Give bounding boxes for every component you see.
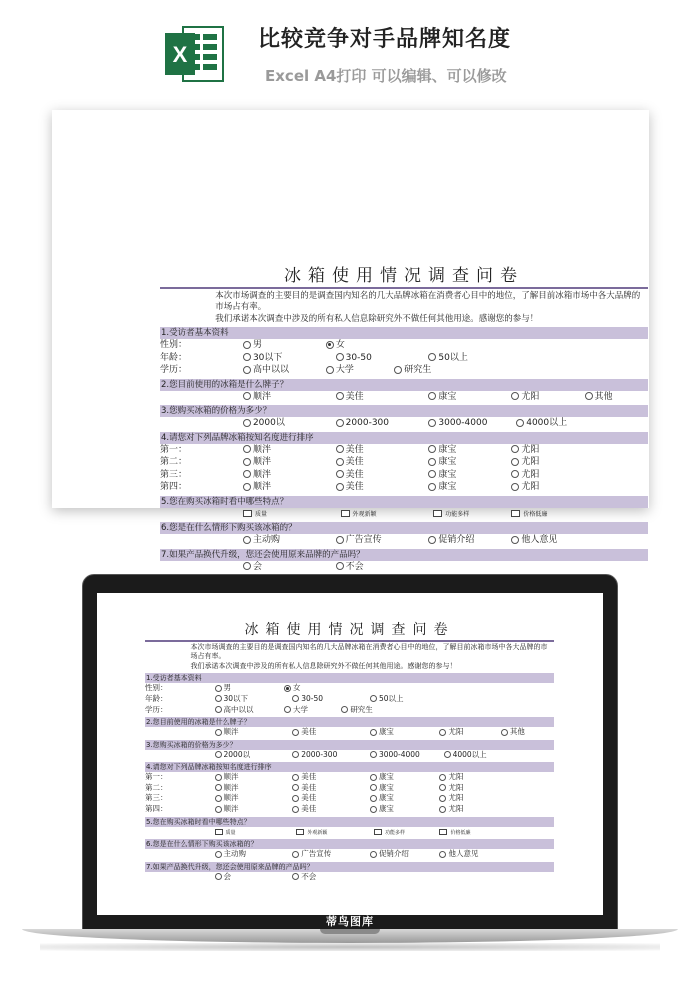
- radio-circle[interactable]: [370, 774, 377, 781]
- brand-label: 顺泮: [252, 469, 271, 480]
- brand-label: 顺泮: [223, 772, 239, 782]
- radio-female[interactable]: 女: [284, 683, 301, 694]
- brand-label: 美佳: [301, 782, 317, 792]
- intro-purpose: 本次市场调查的主要目的是调查国内知名的几大品牌冰箱在消费者心目中的地位，了解目前冰箱市场中各大品牌的市场占有率。: [215, 291, 641, 313]
- radio-circle[interactable]: [439, 806, 446, 813]
- gender-row: [145, 683, 554, 694]
- section-q2: 2.您目前使用的冰箱是什么牌子？: [160, 379, 648, 391]
- radio-rebuy-yes[interactable]: 会: [243, 561, 262, 574]
- radio-edu-3[interactable]: 研究生: [394, 364, 431, 377]
- brand-label: 康宝: [438, 469, 457, 480]
- radio-rank-brand[interactable]: [336, 456, 364, 469]
- radio-brand-2[interactable]: 美佳: [336, 391, 364, 404]
- edu-row: [160, 364, 648, 377]
- radio-rank-brand[interactable]: [215, 804, 239, 815]
- radio-circle[interactable]: [243, 470, 251, 478]
- radio-brand-2[interactable]: 美佳: [292, 727, 316, 738]
- radio-rank-brand[interactable]: [370, 783, 394, 794]
- radio-rank-brand[interactable]: [292, 793, 316, 804]
- page-header: [0, 0, 700, 100]
- rank-row: [145, 793, 554, 804]
- brand-label: 康宝: [378, 772, 394, 782]
- intro-privacy: 我们承诺本次调查中涉及的所有私人信息除研究外不做任何其他用途。感谢您的参与！: [190, 661, 457, 670]
- brand-label: 尤阳: [521, 457, 540, 468]
- radio-rank-brand[interactable]: [439, 804, 463, 815]
- document-preview-card: [52, 110, 649, 572]
- checkbox-feature-2[interactable]: 外观新颖: [296, 827, 327, 839]
- brand-label: 顺泮: [223, 804, 239, 814]
- radio-price-1[interactable]: 2000以: [243, 417, 285, 430]
- radio-rank-brand[interactable]: [511, 444, 539, 457]
- q3-options: [145, 750, 554, 761]
- radio-rebuy-no[interactable]: 不会: [336, 561, 364, 574]
- radio-circle[interactable]: [215, 784, 222, 791]
- radio-circle[interactable]: [292, 795, 299, 802]
- edu-label: 学历：: [160, 365, 188, 376]
- age-row: [160, 352, 648, 365]
- excel-icon: [163, 23, 225, 85]
- radio-circle[interactable]: [439, 774, 446, 781]
- form-intro: [145, 643, 554, 671]
- edu-row: [145, 705, 554, 716]
- radio-circle[interactable]: [370, 795, 377, 802]
- radio-brand-1[interactable]: 顺泮: [215, 727, 239, 738]
- brand-label: 美佳: [345, 444, 364, 455]
- rank-row: [160, 444, 648, 457]
- radio-circle[interactable]: [243, 445, 251, 453]
- radio-rank-brand[interactable]: [511, 481, 539, 494]
- laptop-screen: [97, 593, 603, 915]
- radio-rank-brand[interactable]: [292, 772, 316, 783]
- checkbox-feature-3[interactable]: 功能多样: [374, 827, 405, 839]
- rank-rows: [145, 772, 554, 814]
- radio-circle-selected[interactable]: [284, 685, 291, 692]
- radio-rank-brand[interactable]: [336, 469, 364, 482]
- radio-edu-2[interactable]: 大学: [284, 705, 308, 716]
- gender-label: 性别：: [160, 340, 188, 351]
- q7-options: [145, 872, 554, 883]
- brand-label: 美佳: [301, 804, 317, 814]
- rank-row: [145, 772, 554, 783]
- brand-label: 尤阳: [521, 444, 540, 455]
- brand-label: 尤阳: [448, 782, 464, 792]
- checkbox-feature-4[interactable]: 价格低廉: [511, 508, 547, 522]
- radio-rebuy-no[interactable]: 不会: [292, 872, 316, 883]
- radio-price-2[interactable]: 2000-300: [292, 750, 337, 761]
- radio-rank-brand[interactable]: [370, 793, 394, 804]
- radio-rank-brand[interactable]: [428, 444, 456, 457]
- brand-label: 尤阳: [448, 793, 464, 803]
- brand-label: 康宝: [378, 793, 394, 803]
- radio-age-2[interactable]: 30-50: [292, 694, 323, 705]
- radio-rank-brand[interactable]: [336, 481, 364, 494]
- radio-circle[interactable]: [439, 784, 446, 791]
- section-q1: 1.受访者基本资料: [160, 327, 648, 339]
- radio-edu-3[interactable]: 研究生: [341, 705, 373, 716]
- radio-rank-brand[interactable]: [370, 804, 394, 815]
- edu-label: 学历：: [145, 704, 168, 714]
- q5-options: [145, 827, 554, 838]
- radio-female[interactable]: 女: [326, 339, 345, 352]
- brand-label: 美佳: [345, 469, 364, 480]
- watermark-text: 蒂鸟图库: [326, 915, 374, 928]
- radio-reason-4[interactable]: 他人意见: [511, 534, 557, 547]
- age-row: [145, 694, 554, 705]
- radio-circle[interactable]: [370, 784, 377, 791]
- rank-row: [160, 456, 648, 469]
- section-q2: 2.您目前使用的冰箱是什么牌子？: [145, 717, 554, 727]
- radio-circle[interactable]: [370, 806, 377, 813]
- radio-circle[interactable]: [336, 445, 344, 453]
- title-rule: [160, 287, 648, 289]
- excel-logo-letter: X: [172, 42, 188, 67]
- survey-form-laptop: [145, 620, 554, 882]
- rank-label: 第四：: [160, 482, 188, 493]
- radio-reason-3[interactable]: 促销介绍: [370, 849, 409, 860]
- section-q5: 5.您在购买冰箱时看中哪些特点？: [145, 817, 554, 827]
- radio-rank-brand[interactable]: [243, 481, 271, 494]
- radio-circle[interactable]: [292, 784, 299, 791]
- brand-label: 顺泮: [223, 782, 239, 792]
- checkbox-feature-2[interactable]: 外观新颖: [341, 508, 377, 522]
- radio-circle[interactable]: [215, 795, 222, 802]
- radio-male[interactable]: 男: [215, 683, 232, 694]
- radio-circle[interactable]: [428, 445, 436, 453]
- laptop-shadow: [40, 943, 660, 951]
- radio-circle[interactable]: [292, 774, 299, 781]
- radio-rank-brand[interactable]: [215, 772, 239, 783]
- checkbox-feature-3[interactable]: 功能多样: [433, 508, 469, 522]
- section-q4: 4.请您对下列品牌冰箱按知名度进行排序: [145, 762, 554, 772]
- q7-options: [160, 561, 648, 574]
- brand-label: 美佳: [345, 457, 364, 468]
- page-subtitle: Excel A4打印 可以编辑、可以修改: [265, 67, 507, 85]
- radio-age-2[interactable]: 30-50: [336, 352, 372, 365]
- radio-brand-3[interactable]: 康宝: [370, 727, 394, 738]
- radio-rank-brand[interactable]: [292, 804, 316, 815]
- radio-edu-1[interactable]: 高中以以: [243, 364, 289, 377]
- radio-circle[interactable]: [215, 806, 222, 813]
- form-title: 冰箱使用情况调查问卷: [244, 622, 455, 638]
- radio-circle[interactable]: [336, 483, 344, 491]
- q5-options: [160, 508, 648, 521]
- radio-price-4[interactable]: 4000以上: [444, 750, 487, 761]
- radio-price-4[interactable]: 4000以上: [516, 417, 567, 430]
- radio-circle[interactable]: [292, 806, 299, 813]
- brand-label: 美佳: [301, 772, 317, 782]
- radio-brand-1[interactable]: 顺泮: [243, 391, 271, 404]
- radio-circle[interactable]: [511, 483, 519, 491]
- brand-label: 美佳: [301, 793, 317, 803]
- brand-label: 康宝: [438, 457, 457, 468]
- rank-label: 第三：: [160, 469, 188, 480]
- checkbox-feature-1[interactable]: 质量: [243, 508, 267, 522]
- radio-circle[interactable]: [428, 483, 436, 491]
- brand-label: 尤阳: [521, 482, 540, 493]
- survey-form: [160, 265, 648, 573]
- section-q1: 1.受访者基本资料: [145, 673, 554, 683]
- form-intro: [160, 291, 648, 325]
- section-q3: 3.您购买冰箱的价格为多少？: [145, 740, 554, 750]
- radio-rebuy-yes[interactable]: 会: [215, 872, 232, 883]
- radio-circle[interactable]: [336, 458, 344, 466]
- rank-label: 第一：: [145, 772, 168, 782]
- radio-circle[interactable]: [428, 458, 436, 466]
- rank-row: [160, 481, 648, 494]
- brand-label: 康宝: [378, 804, 394, 814]
- radio-reason-4[interactable]: 他人意见: [439, 849, 478, 860]
- q3-options: [160, 417, 648, 430]
- radio-brand-5[interactable]: 其他: [585, 391, 613, 404]
- brand-label: 顺泮: [223, 793, 239, 803]
- section-q4: 4.请您对下列品牌冰箱按知名度进行排序: [160, 432, 648, 444]
- radio-rank-brand[interactable]: [439, 793, 463, 804]
- radio-price-2[interactable]: 2000-300: [336, 417, 389, 430]
- radio-age-1[interactable]: 30以下: [215, 694, 249, 705]
- checkbox-feature-1[interactable]: 质量: [215, 827, 236, 839]
- radio-edu-1[interactable]: 高中以以: [215, 705, 254, 716]
- radio-circle-selected[interactable]: [326, 341, 334, 349]
- radio-rank-brand[interactable]: [511, 456, 539, 469]
- rank-row: [145, 783, 554, 794]
- radio-rank-brand[interactable]: [428, 456, 456, 469]
- radio-rank-brand[interactable]: [439, 783, 463, 794]
- radio-rank-brand[interactable]: [215, 783, 239, 794]
- rank-row: [160, 469, 648, 482]
- age-label: 年龄：: [160, 352, 188, 363]
- radio-reason-2[interactable]: 广告宣传: [292, 849, 331, 860]
- radio-rank-brand[interactable]: [336, 444, 364, 457]
- section-q6: 6.您是在什么情形下购买该冰箱的？: [145, 839, 554, 849]
- brand-label: 美佳: [345, 482, 364, 493]
- radio-male[interactable]: 男: [243, 339, 262, 352]
- section-q7: 7.如果产品换代升级，您还会使用原来品牌的产品吗？: [145, 862, 554, 872]
- radio-brand-4[interactable]: 尤阳: [439, 727, 463, 738]
- intro-purpose: 本次市场调查的主要目的是调查国内知名的几大品牌冰箱在消费者心目中的地位，了解目前冰箱市场中各大品牌的市场占有率。: [190, 643, 548, 661]
- radio-rank-brand[interactable]: [511, 469, 539, 482]
- q6-options: [145, 849, 554, 860]
- brand-label: 尤阳: [521, 469, 540, 480]
- brand-label: 尤阳: [448, 804, 464, 814]
- radio-circle[interactable]: [439, 795, 446, 802]
- radio-age-3[interactable]: 50以上: [370, 694, 404, 705]
- gender-row: [160, 339, 648, 352]
- brand-label: 顺泮: [252, 482, 271, 493]
- radio-age-3[interactable]: 50以上: [428, 352, 467, 365]
- radio-circle[interactable]: [336, 470, 344, 478]
- section-q7: 7.如果产品换代升级，您还会使用原来品牌的产品吗？: [160, 549, 648, 561]
- rank-label: 第三：: [145, 793, 168, 803]
- rank-row: [145, 804, 554, 815]
- radio-rank-brand[interactable]: [243, 456, 271, 469]
- brand-label: 康宝: [438, 482, 457, 493]
- radio-rank-brand[interactable]: [243, 444, 271, 457]
- radio-rank-brand[interactable]: [215, 793, 239, 804]
- radio-rank-brand[interactable]: [439, 772, 463, 783]
- q2-options: [160, 391, 648, 404]
- checkbox-feature-4[interactable]: 价格低廉: [439, 827, 470, 839]
- radio-circle[interactable]: [428, 470, 436, 478]
- gender-label: 性别：: [145, 683, 168, 693]
- radio-circle[interactable]: [243, 341, 251, 349]
- brand-label: 尤阳: [448, 772, 464, 782]
- page-title: 比较竞争对手品牌知名度: [258, 27, 512, 52]
- age-label: 年龄：: [145, 693, 168, 703]
- radio-circle[interactable]: [511, 470, 519, 478]
- section-q5: 5.您在购买冰箱时看中哪些特点？: [160, 496, 648, 508]
- radio-brand-5[interactable]: 其他: [501, 727, 525, 738]
- radio-circle[interactable]: [243, 483, 251, 491]
- radio-price-3[interactable]: 3000-4000: [428, 417, 487, 430]
- brand-label: 顺泮: [252, 444, 271, 455]
- brand-label: 康宝: [438, 444, 457, 455]
- radio-age-1[interactable]: 30以下: [243, 352, 282, 365]
- radio-edu-2[interactable]: 大学: [326, 364, 354, 377]
- rank-label: 第二：: [145, 782, 168, 792]
- title-rule: [145, 640, 554, 642]
- radio-rank-brand[interactable]: [292, 783, 316, 794]
- radio-reason-1[interactable]: 主动购: [215, 849, 247, 860]
- section-q3: 3.您购买冰箱的价格为多少？: [160, 405, 648, 417]
- radio-reason-1[interactable]: 主动购: [243, 534, 280, 547]
- radio-circle[interactable]: [243, 458, 251, 466]
- rank-label: 第一：: [160, 444, 188, 455]
- q2-options: [145, 727, 554, 738]
- radio-brand-3[interactable]: 康宝: [428, 391, 456, 404]
- brand-label: 顺泮: [252, 457, 271, 468]
- rank-label: 第二：: [160, 457, 188, 468]
- radio-reason-3[interactable]: 促销介绍: [428, 534, 474, 547]
- rank-label: 第四：: [145, 804, 168, 814]
- rank-rows: [160, 444, 648, 494]
- radio-rank-brand[interactable]: [243, 469, 271, 482]
- radio-rank-brand[interactable]: [370, 772, 394, 783]
- section-q6: 6.您是在什么情形下购买该冰箱的？: [160, 522, 648, 534]
- radio-brand-4[interactable]: 尤阳: [511, 391, 539, 404]
- q6-options: [160, 534, 648, 547]
- intro-privacy: 我们承诺本次调查中涉及的所有私人信息除研究外不做任何其他用途。感谢您的参与！: [215, 313, 539, 324]
- radio-circle[interactable]: [215, 774, 222, 781]
- radio-reason-2[interactable]: 广告宣传: [336, 534, 382, 547]
- radio-price-3[interactable]: 3000-4000: [370, 750, 420, 761]
- form-title: 冰箱使用情况调查问卷: [284, 266, 524, 286]
- radio-rank-brand[interactable]: [428, 481, 456, 494]
- radio-circle[interactable]: [511, 458, 519, 466]
- radio-rank-brand[interactable]: [428, 469, 456, 482]
- brand-label: 康宝: [378, 782, 394, 792]
- radio-price-1[interactable]: 2000以: [215, 750, 251, 761]
- laptop-notch: [320, 929, 380, 934]
- radio-circle[interactable]: [511, 445, 519, 453]
- radio-circle[interactable]: [215, 685, 222, 692]
